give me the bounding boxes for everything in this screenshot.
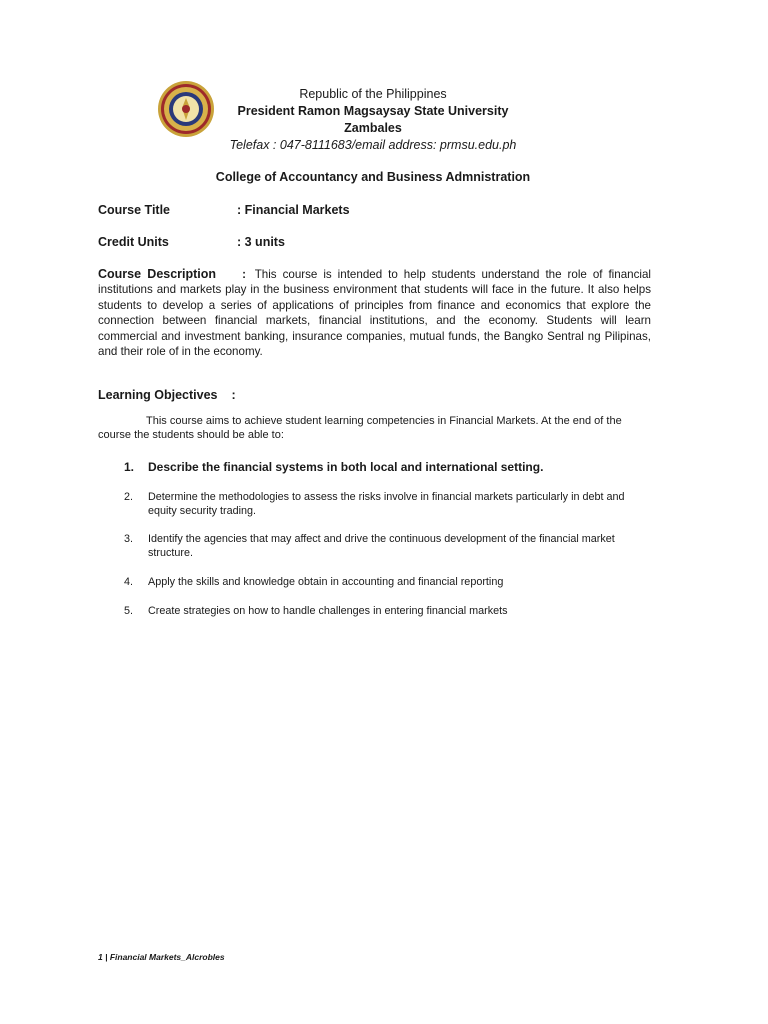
objective-text: Describe the financial systems in both local and international setting. bbox=[148, 460, 544, 474]
learning-objectives-intro bbox=[98, 414, 651, 442]
document-header bbox=[200, 86, 546, 154]
course-title-label: Course Title bbox=[98, 203, 171, 217]
objective-text: Determine the methodologies to assess the risks involve in financial markets particularly in debt and equity security trading. bbox=[148, 491, 625, 517]
objective-text: Identify the agencies that may affect and drive the continuous development of the financial market structure. bbox=[148, 533, 615, 559]
objective-number: 2. bbox=[124, 491, 134, 503]
objective-number: 1. bbox=[124, 460, 135, 474]
objective-number: 3. bbox=[124, 533, 134, 545]
page-footer: 1 | Financial Markets_Alcrobles bbox=[98, 952, 225, 962]
objective-number: 4. bbox=[124, 576, 134, 588]
header-republic: Republic of the Philippines bbox=[299, 87, 447, 101]
course-description bbox=[98, 267, 651, 359]
header-province: Zambales bbox=[344, 121, 402, 135]
course-description-label: Course Description bbox=[98, 267, 217, 281]
learning-objectives-intro-text: This course aims to achieve student learning competencies in Financial Markets. At the end of the course the students should be able to: bbox=[98, 415, 622, 441]
course-description-text: This course is intended to help students understand the role of financial institutions and markets play in the business environment that students will face in the future. It also helps students to develop a series of applications of principles from finance and economics that explore the connection between financial markets, financial institutions, and the economy. Students will learn commercial and investment banking, insurance companies, mutual funds, the Bangko Sentral ng Pilipinas, and their role of in the economy. bbox=[98, 268, 652, 359]
header-university: President Ramon Magsaysay State University bbox=[237, 104, 509, 118]
credit-units-label: Credit Units bbox=[98, 235, 169, 249]
objective-text: Apply the skills and knowledge obtain in accounting and financial reporting bbox=[148, 576, 504, 588]
objective-text: Create strategies on how to handle challenges in entering financial markets bbox=[148, 605, 508, 617]
course-description-colon: : bbox=[242, 268, 246, 281]
objective-number: 5. bbox=[124, 605, 134, 617]
learning-objectives-heading bbox=[98, 388, 236, 402]
credit-units-value: : 3 units bbox=[237, 235, 285, 249]
course-title-value: : Financial Markets bbox=[237, 203, 350, 217]
header-contact: Telefax : 047-8111683/email address: prmsu.edu.ph bbox=[229, 138, 517, 152]
learning-objectives-label: Learning Objectives bbox=[98, 388, 218, 402]
college-name: College of Accountancy and Business Admnistration bbox=[215, 170, 531, 184]
learning-objectives-colon: : bbox=[231, 388, 236, 402]
